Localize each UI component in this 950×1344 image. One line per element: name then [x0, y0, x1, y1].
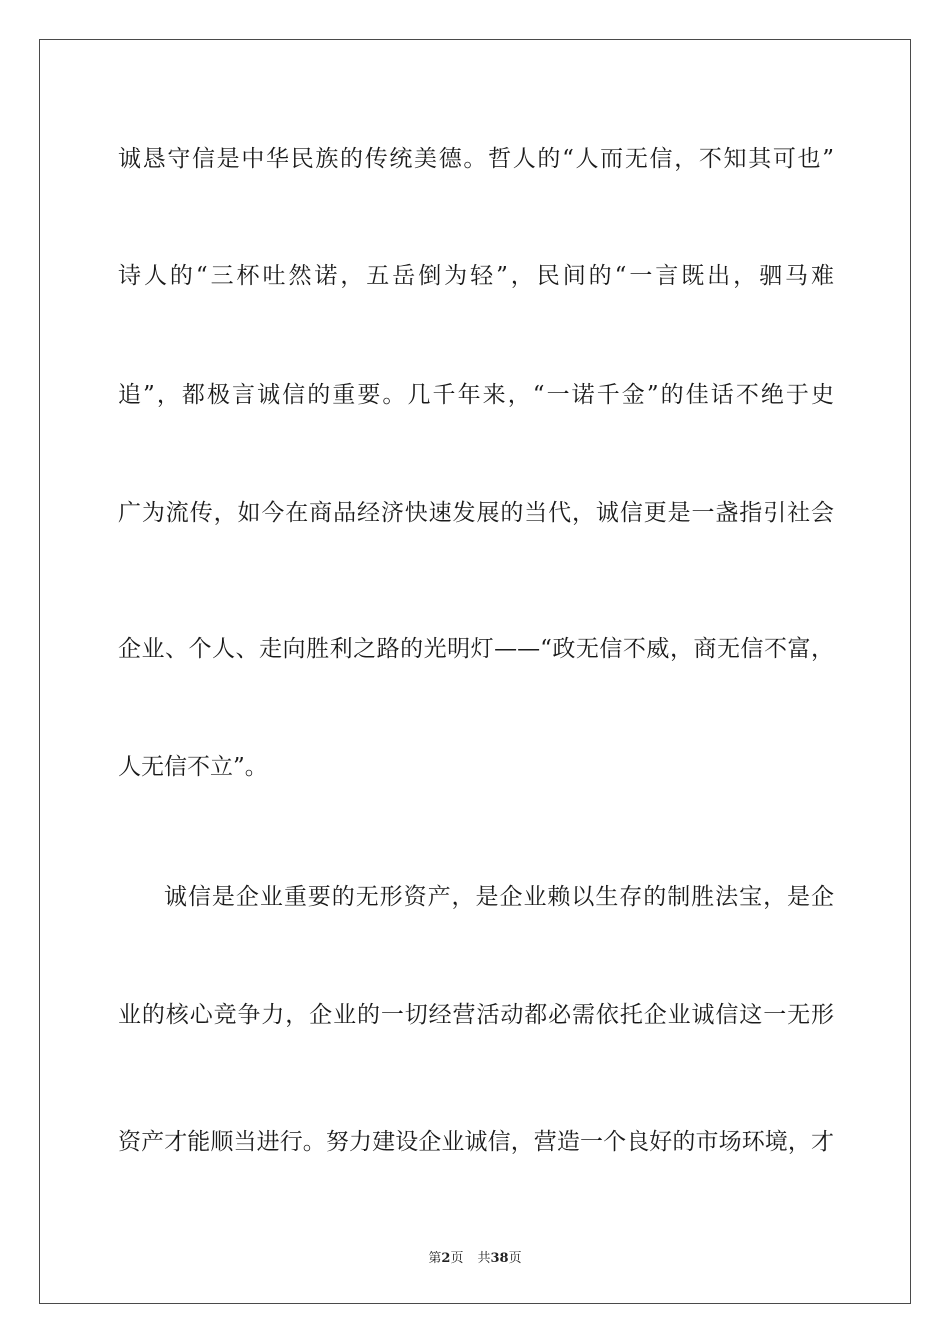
page-footer — [0, 1247, 950, 1266]
page-border — [39, 39, 911, 1304]
paragraph-line-6: 人无信不立”。 — [118, 754, 268, 780]
paragraph-line-3: 追”，都极言诚信的重要。几千年来，“一诺千金”的佳话不绝于史 — [118, 382, 834, 408]
paragraph-line-4: 广为流传，如今在商品经济快速发展的当代，诚信更是一盏指引社会 — [118, 500, 834, 526]
page-label-suffix: 页 — [450, 1251, 464, 1266]
page-label-prefix: 第 — [428, 1251, 442, 1266]
page-number: 2 — [441, 1251, 451, 1266]
paragraph-2-line-2: 业的核心竞争力，企业的一切经营活动都必需依托企业诚信这一无形 — [118, 1002, 834, 1028]
total-pages: 38 — [490, 1251, 509, 1266]
paragraph-line-5: 企业、个人、走向胜利之路的光明灯——“政无信不威，商无信不富， — [118, 636, 834, 662]
total-label-suffix: 页 — [508, 1251, 522, 1266]
paragraph-2-line-1: 诚信是企业重要的无形资产，是企业赖以生存的制胜法宝，是企 — [164, 884, 834, 910]
paragraph-line-1: 诚恳守信是中华民族的传统美德。哲人的“人而无信，不知其可也” — [118, 146, 834, 172]
total-label-prefix: 共 — [477, 1251, 491, 1266]
paragraph-line-2: 诗人的“三杯吐然诺，五岳倒为轻”，民间的“一言既出，驷马难 — [118, 263, 834, 289]
paragraph-2-line-3: 资产才能顺当进行。努力建设企业诚信，营造一个良好的市场环境，才 — [118, 1129, 834, 1155]
